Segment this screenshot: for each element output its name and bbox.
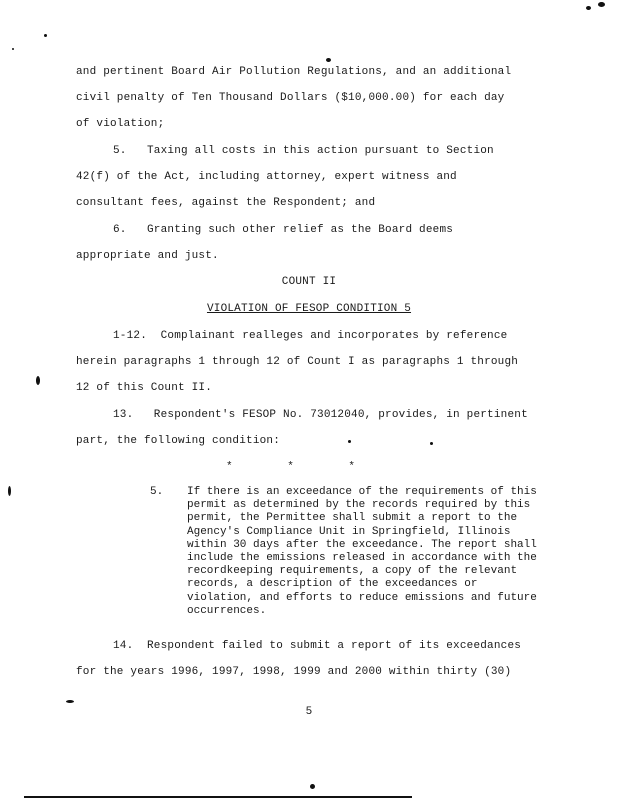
paragraph-line: 14. Respondent failed to submit a report of its exceedances (113, 640, 522, 652)
violation-heading: VIOLATION OF FESOP CONDITION 5 (206, 303, 412, 315)
paragraph-line: 6. Granting such other relief as the Board deems (113, 224, 454, 236)
scan-speck (310, 784, 315, 789)
scan-speck (8, 486, 11, 496)
paragraph-line: appropriate and just. (76, 250, 219, 262)
paragraph-line: for the years 1996, 1997, 1998, 1999 and 2000 within thirty (30) (76, 666, 512, 678)
scan-speck (326, 58, 331, 62)
scan-speck (598, 2, 605, 7)
scan-speck (44, 34, 47, 37)
paragraph-line: part, the following condition: (76, 435, 281, 447)
paragraph-line: of violation; (76, 118, 165, 130)
scan-speck (36, 376, 40, 385)
page-number: 5 (305, 706, 313, 718)
paragraph-line: 13. Respondent's FESOP No. 73012040, provides, in pertinent (113, 409, 528, 421)
paragraph-line: 12 of this Count II. (76, 382, 213, 394)
scan-speck (12, 48, 14, 50)
paragraph-line: herein paragraphs 1 through 12 of Count I as paragraphs 1 through (76, 356, 519, 368)
quote-number: 5. (150, 486, 164, 498)
paragraph-line: 5. Taxing all costs in this action pursuant to Section (113, 145, 494, 157)
paragraph-line: and pertinent Board Air Pollution Regulations, and an additional (76, 66, 512, 78)
paragraph-line: 42(f) of the Act, including attorney, expert witness and (76, 171, 457, 183)
count-heading: COUNT II (281, 276, 337, 288)
paragraph-line: consultant fees, against the Respondent; and (76, 197, 376, 209)
scan-edge-line (24, 796, 412, 798)
paragraph-line: civil penalty of Ten Thousand Dollars ($10,000.00) for each day (76, 92, 505, 104)
scan-speck (348, 440, 351, 443)
scan-speck (586, 6, 591, 10)
omission-asterisks: * * * (226, 461, 356, 473)
block-quote: If there is an exceedance of the requirements of this permit as determined by the records required by this permit, the Permittee shall submit a report to the Agency's Compliance Unit in Springfield, Illinois within 30 days after the exceedance. The report shall include the emissions released in accordance with the recordkeeping requirements, a copy of the relevant records, a description of the exceedances or violation, and efforts to reduce emissions and future occurrences. (187, 486, 537, 617)
scan-speck (430, 442, 433, 445)
paragraph-line: 1-12. Complainant realleges and incorporates by reference (113, 330, 508, 342)
scan-speck (66, 700, 74, 703)
